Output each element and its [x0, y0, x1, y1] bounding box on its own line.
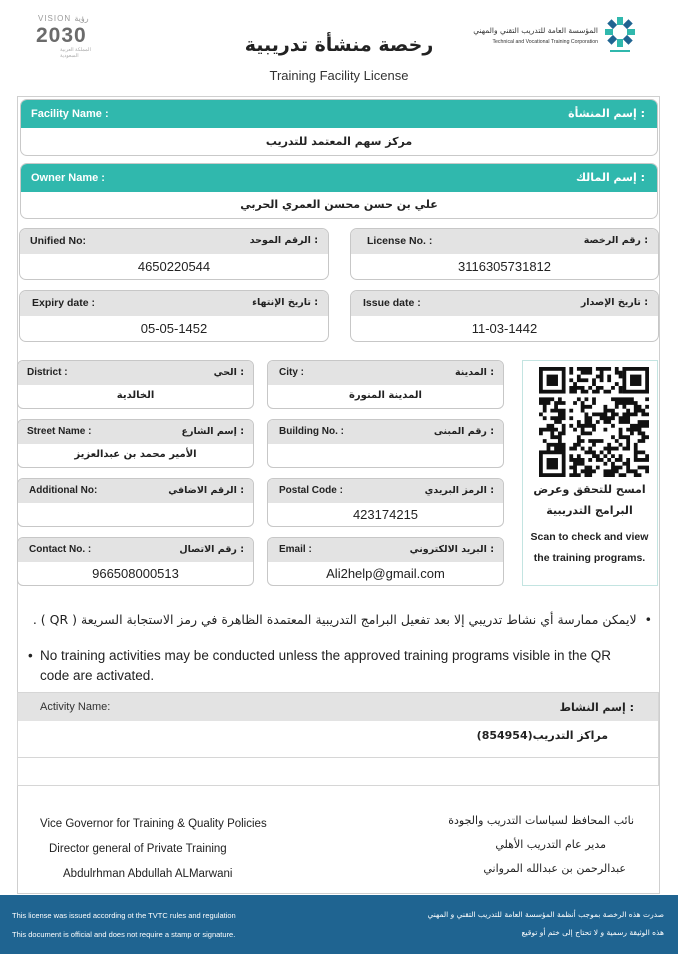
- qr-panel: [522, 360, 658, 586]
- district-header: [18, 361, 253, 385]
- issue-date-box: [350, 290, 659, 342]
- license-no-label-ar: رقم الرخصة :: [583, 235, 648, 246]
- owner-name-box: [20, 163, 658, 219]
- district-label-ar: الحي :: [213, 367, 244, 378]
- qr-caption-arabic: [523, 479, 656, 521]
- note-en-text: No training activities may be conducted unless the approved training programs visible in the QR code are activated.: [40, 648, 612, 683]
- vision-year: 2030: [36, 24, 87, 47]
- additional-no-label-en: Additional No:: [29, 485, 98, 496]
- contact-no-label-ar: رقم الاتصال :: [179, 544, 244, 555]
- email-value: Ali2help@gmail.com: [326, 566, 445, 581]
- table-row: [18, 758, 658, 785]
- signature-en-line3: Abdulrhman Abdullah ALMarwani: [63, 868, 233, 880]
- city-header: [268, 361, 503, 385]
- building-no-header: [268, 420, 503, 444]
- email-box: [267, 537, 504, 586]
- expiry-date-value: 05-05-1452: [140, 321, 208, 336]
- district-label-en: District :: [27, 367, 68, 378]
- table-row: [18, 721, 658, 758]
- city-value: المدينة المنورة: [349, 390, 422, 401]
- additional-no-box: [17, 478, 254, 527]
- license-no-value: 3116305731812: [457, 259, 552, 274]
- footer-en-line1: This license was issued according ot the TVTC rules and regulation: [12, 911, 236, 920]
- owner-name-header: [21, 164, 657, 192]
- expiry-date-label-ar: تاريخ الإنتهاء :: [252, 297, 318, 308]
- building-no-label-ar: رقم المبنى :: [433, 426, 494, 437]
- issue-date-header: [351, 291, 658, 316]
- org-name-english: Technical and Vocational Training Corporation: [492, 39, 598, 45]
- postal-code-header: [268, 479, 503, 503]
- qr-caption-ar-line1: امسح للتحقق وعرض: [533, 483, 646, 496]
- email-label-en: Email :: [279, 544, 312, 555]
- note-ar-bullet: •: [644, 612, 652, 627]
- expiry-date-label-en: Expiry date :: [32, 297, 96, 309]
- city-label-en: City :: [279, 367, 304, 378]
- facility-name-header: [21, 100, 657, 128]
- street-name-value: الأمير محمد بن عبدالعزيز: [74, 449, 197, 460]
- facility-name-value: مركز سهم المعتمد للتدريب: [265, 135, 413, 148]
- note-ar-text: لايمكن ممارسة أي نشاط تدريبي إلا بعد تفعيل البرامج التدريبية المعتمدة الظاهرة في رمز الاستجابة السريعة ( QR ) .: [32, 612, 637, 627]
- additional-no-header: [18, 479, 253, 503]
- facility-name-label-en: Facility Name :: [31, 108, 109, 120]
- unified-no-label-ar: الرقم الموحد :: [249, 235, 318, 246]
- footer-ar-line2: هذه الوثيقة رسمية و لا تحتاج إلى ختم أو توقيع: [521, 928, 664, 937]
- qr-caption-en-line1: Scan to check and view: [530, 531, 649, 543]
- contact-no-value: 966508000513: [92, 566, 179, 581]
- activity-label-en: Activity Name:: [40, 701, 111, 713]
- qr-caption-english: [523, 527, 656, 569]
- note-en-bullet: •: [28, 648, 33, 663]
- postal-code-label-ar: الرمز البريدي :: [424, 485, 494, 496]
- signature-en-line2: Director general of Private Training: [49, 843, 227, 855]
- building-no-label-en: Building No. :: [279, 426, 344, 437]
- signature-ar-line3: عبدالرحمن بن عبدالله المرواني: [483, 862, 626, 875]
- activity-table-header: [18, 693, 658, 721]
- street-name-header: [18, 420, 253, 444]
- unified-no-box: [19, 228, 329, 280]
- org-name-arabic: المؤسسة العامة للتدريب التقني والمهني: [473, 26, 598, 35]
- postal-code-value: 423174215: [352, 507, 419, 522]
- contact-no-label-en: Contact No. :: [29, 544, 92, 555]
- vision-sub: المملكة العربية السعودية: [60, 47, 91, 59]
- qr-caption-ar-line2: البرامج التدريبية: [546, 504, 633, 517]
- postal-code-box: [267, 478, 504, 527]
- contact-no-box: [17, 537, 254, 586]
- owner-name-value: علي بن حسن محسن العمري الحربي: [240, 198, 438, 211]
- activity-table: [17, 692, 659, 786]
- email-label-ar: البريد الالكتروني :: [409, 544, 494, 555]
- unified-no-header: [20, 229, 328, 254]
- owner-name-label-en: Owner Name :: [31, 172, 105, 184]
- qr-caption-en-line2: the training programs.: [533, 552, 646, 564]
- footer-ar-line1: صدرت هذه الرخصة بموجب أنظمة المؤسسة العامة للتدريب التقني و المهني: [427, 910, 664, 919]
- signature-en-line1: Vice Governor for Training & Quality Policies: [40, 818, 267, 830]
- issue-date-label-en: Issue date :: [363, 297, 421, 309]
- city-label-ar: المدينة :: [455, 367, 494, 378]
- building-no-box: [267, 419, 504, 468]
- tvtc-emblem-icon: [602, 14, 638, 54]
- tvtc-logo: [473, 14, 638, 58]
- expiry-date-box: [19, 290, 329, 342]
- additional-no-label-ar: الرقم الاضافي :: [168, 485, 244, 496]
- street-name-label-ar: إسم الشارع :: [181, 426, 244, 437]
- signature-block-arabic: [420, 814, 634, 886]
- street-name-box: [17, 419, 254, 468]
- page-title-arabic: رخصة منشأة تدريبية: [244, 34, 434, 56]
- license-no-box: [350, 228, 659, 280]
- issue-date-value: 11-03-1442: [471, 321, 538, 336]
- footer-en-line2: This document is official and does not require a stamp or signature.: [12, 930, 236, 939]
- unified-no-value: 4650220544: [137, 259, 211, 274]
- activity-label-ar: إسم النشاط :: [559, 701, 634, 714]
- note-english: [28, 646, 640, 686]
- expiry-date-header: [20, 291, 328, 316]
- email-header: [268, 538, 503, 562]
- postal-code-label-en: Postal Code :: [279, 485, 343, 496]
- district-value: الخالدية: [116, 390, 155, 401]
- vision-label: VISION رؤية: [38, 14, 89, 23]
- signature-ar-line2: مدير عام التدريب الأهلي: [495, 838, 606, 851]
- issue-date-label-ar: تاريخ الإصدار :: [580, 297, 648, 308]
- note-arabic: [30, 612, 652, 627]
- signature-ar-line1: نائب المحافظ لسياسات التدريب والجودة: [448, 814, 634, 827]
- license-no-header: [351, 229, 658, 254]
- contact-no-header: [18, 538, 253, 562]
- qr-code-icon[interactable]: [539, 367, 649, 477]
- city-box: [267, 360, 504, 409]
- facility-name-label-ar: إسم المنشأة :: [568, 107, 645, 120]
- footer-bar: [0, 895, 678, 954]
- unified-no-label-en: Unified No:: [30, 235, 86, 247]
- district-box: [17, 360, 254, 409]
- license-no-label-en: License No. :: [367, 235, 433, 247]
- street-name-label-en: Street Name :: [27, 426, 92, 437]
- owner-name-label-ar: إسم المالك :: [575, 171, 645, 184]
- signature-block-english: [40, 818, 267, 893]
- activity-value: مراكز التدريب(854954): [476, 729, 608, 742]
- facility-name-box: [20, 99, 658, 156]
- page-title-english: Training Facility License: [269, 68, 409, 83]
